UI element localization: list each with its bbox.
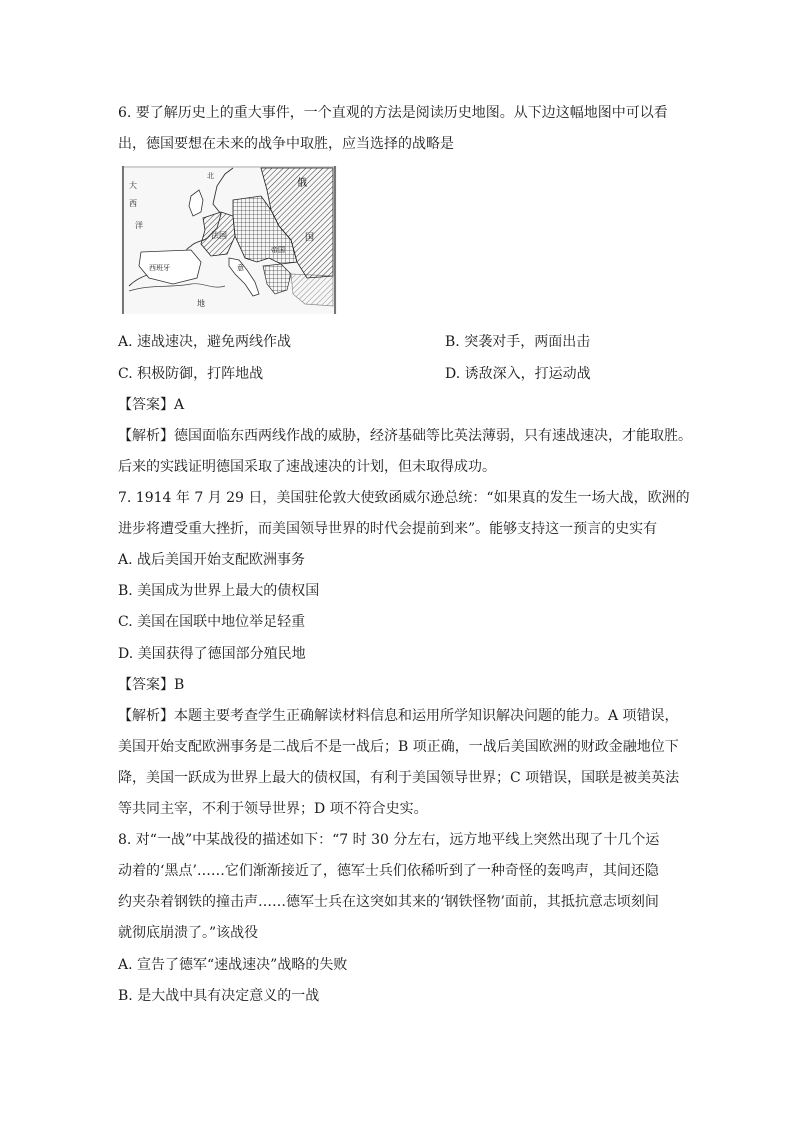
q6-answer: 【答案】A [118, 397, 185, 413]
q6-stem-line-2: 出，德国要想在未来的战争中取胜，应当选择的战略是 [118, 136, 454, 152]
q7-answer: 【答案】B [118, 677, 185, 693]
map-label-empire: 帝国 [271, 246, 285, 254]
q8-stem-line-2: 动着的‘黑点’……它们渐渐接近了，德军士兵们依稀听到了一种奇怪的轰鸣声，其间还隐 [118, 863, 659, 879]
map-label-north: 北 [207, 172, 214, 180]
q8-stem-line-3: 约夹杂着钢铁的撞击声……德军士兵在这突如其来的‘钢铁怪物’面前，其抵抗意志顷刻间 [118, 894, 659, 910]
q7-analysis-line-1: 【解析】本题主要考查学生正确解读材料信息和运用所学知识解决问题的能力。A 项错误， [118, 708, 679, 724]
q6-stem-line-1: 6. 要了解历史上的重大事件，一个直观的方法是阅读历史地图。从下边这幅地图中可以看 [118, 105, 668, 121]
map-label-spain: 西班牙 [149, 264, 170, 272]
q8-stem-line-4: 就彻底崩溃了。”该战役 [118, 925, 259, 941]
q7-stem-line-1: 7. 1914 年 7 月 29 日，美国驻伦敦大使致函威尔逊总统：“如果真的发生一场大战，欧洲的 [118, 490, 690, 506]
q8-stem-line-1: 8. 对“一战”中某战役的描述如下：“7 时 30 分左右，远方地平线上突然出现了十几个运 [118, 832, 660, 848]
q6-option-b: B. 突袭对手，两面出击 [445, 334, 591, 350]
q8-option-b: B. 是大战中具有决定意义的一战 [118, 988, 320, 1004]
map-label-atlantic-3: 洋 [135, 221, 143, 230]
q6-option-a: A. 速战速决，避免两线作战 [118, 334, 292, 350]
map-label-mediterranean: 地 [197, 299, 205, 308]
q7-analysis-line-4: 等共同主宰，不利于领导世界；D 项不符合史实。 [118, 801, 428, 817]
map-label-russia: 俄 [297, 178, 307, 189]
q6-option-c: C. 积极防御，打阵地战 [118, 366, 264, 382]
q7-option-b: B. 美国成为世界上最大的债权国 [118, 583, 320, 599]
map-label-russia-2: 国 [305, 233, 315, 243]
q6-analysis-line-2: 后来的实践证明德国采取了速战速决的计划，但未取得成功。 [118, 459, 496, 475]
q7-option-d: D. 美国获得了德国部分殖民地 [118, 646, 306, 662]
q8-option-a: A. 宣告了德军“速战速决”战略的失败 [118, 957, 348, 973]
map-label-atlantic-2: 西 [129, 199, 137, 208]
q7-option-c: C. 美国在国联中地位举足轻重 [118, 614, 306, 630]
map-label-italy: 意 [237, 264, 244, 272]
q7-analysis-line-3: 降，美国一跃成为世界上最大的债权国，有利于美国领导世界；C 项错误，国联是被美英法 [118, 770, 680, 786]
q7-stem-line-2: 进步将遭受重大挫折，而美国领导世界的时代会提前到来”。能够支持这一预言的史实有 [118, 521, 658, 537]
map-label-france: 法国 [211, 231, 227, 240]
map-label-atlantic-1: 大 [129, 181, 137, 190]
q6-option-d: D. 诱敌深入，打运动战 [445, 366, 591, 382]
q6-analysis-line-1: 【解析】德国面临东西两线作战的威胁，经济基础等比英法薄弱，只有速战速决，才能取胜。 [118, 428, 692, 444]
historical-map-europe [121, 166, 337, 314]
q7-analysis-line-2: 美国开始支配欧洲事务是二战后不是一战后；B 项正确，一战后美国欧洲的财政金融地位下 [118, 739, 679, 755]
q7-option-a: A. 战后美国开始支配欧洲事务 [118, 552, 306, 568]
